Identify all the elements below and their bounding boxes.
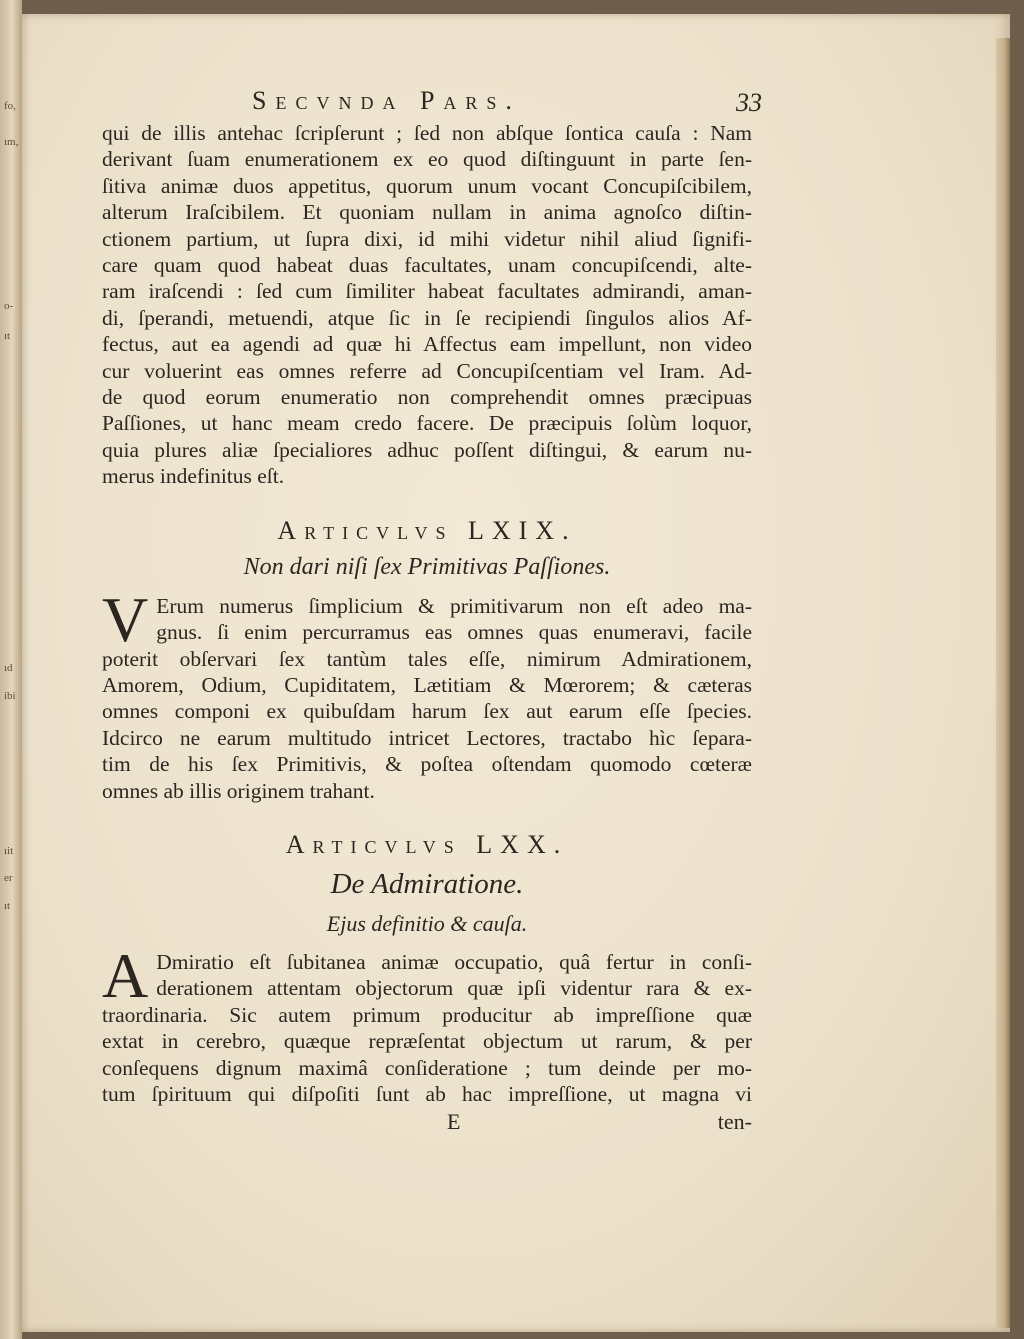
- article-69-subtitle: Non dari niſi ſex Primitivas Paſſiones.: [243, 553, 611, 580]
- running-head: [102, 86, 762, 120]
- book-page: [22, 14, 1010, 1332]
- article-70-subsubtitle: Ejus definitio & cauſa.: [326, 910, 528, 936]
- text-line: di, ſperandi, metuendi, atque ſic in ſe recipiendi ſingulos alios Af-: [102, 305, 752, 330]
- text-line: omnes componi ex quibuſdam harum ſex aut earum eſſe ſpecies.: [102, 699, 752, 724]
- text-line: Amorem, Odium, Cupiditatem, Lætitiam & Mœrorem; & cæteras: [102, 672, 752, 697]
- text-line: cur voluerint eas omnes referre ad Concupiſcentiam vel Iram. Ad-: [102, 358, 752, 383]
- page-number: 33: [736, 88, 762, 117]
- text-line: quia plures aliæ ſpecialiores adhuc poſſent diſtingui, & earum nu-: [102, 437, 752, 462]
- text-line: tim de his ſex Primitivis, & poſtea oſtendam quomodo cœteræ: [102, 752, 752, 777]
- prev-page-fragment: ıt: [4, 330, 11, 342]
- text-line: care quam quod habeat duas facultates, unam concupiſcendi, alte-: [102, 253, 752, 278]
- text-line: Idcirco ne earum multitudo intricet Lectores, tractabo hìc ſepara-: [102, 725, 752, 750]
- page-block-edge: [996, 38, 1010, 1328]
- prev-page-fragment: ıt: [4, 900, 11, 912]
- text-line: ctionem partium, ut ſupra dixi, id mihi videtur nihil aliud ſignifi-: [102, 226, 752, 251]
- running-title: Secvnda Pars.: [252, 86, 521, 115]
- text-line: extat in cerebro, quæque repræſentat objectum ut rarum, & per: [102, 1029, 752, 1054]
- prev-page-fragment: ibi: [4, 690, 16, 702]
- article-69-paragraph: [102, 583, 752, 804]
- article-70-paragraph: [102, 939, 752, 1107]
- page-footer: [102, 1109, 752, 1139]
- page-text-block: [102, 86, 762, 1139]
- text-line: ram iraſcendi : ſed cum ſimiliter habeat facultates admirandi, aman-: [102, 279, 752, 304]
- text-line: tum ſpirituum qui diſpoſiti ſunt ab hac impreſſione, ut magna vi: [102, 1081, 752, 1106]
- dropcap-letter: V: [102, 583, 149, 655]
- text-line: derationem attentam objectorum quæ ipſi videntur rara & ex-: [156, 976, 752, 1001]
- prev-page-fragment: ıd: [4, 662, 13, 674]
- text-line: alterum Iraſcibilem. Et quoniam nullam in anima agnoſco diſtin-: [102, 200, 752, 225]
- catchword: ten-: [717, 1109, 752, 1135]
- text-line: omnes ab illis originem trahant.: [102, 778, 375, 803]
- opening-paragraph: [102, 120, 752, 490]
- prev-page-fragment: er: [4, 872, 13, 884]
- text-line: Paſſiones, ut hanc meam credo facere. De præcipuis ſolùm loquor,: [102, 411, 752, 436]
- prev-page-fragment: ıit: [4, 845, 14, 857]
- text-line: Dmiratio eſt ſubitanea animæ occupatio, quâ fertur in conſi-: [156, 949, 752, 974]
- text-line: fectus, aut ea agendi ad quæ hi Affectus eam impellunt, non video: [102, 332, 752, 357]
- signature-mark: E: [447, 1109, 461, 1135]
- prev-page-fragment: fo,: [4, 100, 16, 112]
- previous-page-edge: [0, 0, 22, 1339]
- article-70-heading: Articvlvs LXX.: [285, 829, 569, 859]
- article-69-heading: Articvlvs LXIX.: [277, 515, 577, 545]
- text-line: conſequens dignum maximâ conſideratione ; tum deinde per mo-: [102, 1055, 752, 1080]
- text-line: poterit obſervari ſex tantùm tales eſſe, nimirum Admirationem,: [102, 646, 752, 671]
- article-70-subtitle: De Admiratione.: [330, 867, 524, 900]
- prev-page-fragment: ım,: [4, 136, 19, 148]
- text-line: derivant ſuam enumerationem ex eo quod diſtinguunt in parte ſen-: [102, 147, 752, 172]
- text-line: qui de illis antehac ſcripſerunt ; ſed non abſque ſontica cauſa : Nam: [102, 121, 752, 145]
- prev-page-fragment: o-: [4, 300, 14, 312]
- text-line: de quod eorum enumeratio non comprehendit omnes præcipuas: [102, 385, 752, 410]
- text-line: ſitiva animæ duos appetitus, quorum unum vocant Concupiſcibilem,: [102, 173, 752, 198]
- text-line: Erum numerus ſimplicium & primitivarum non eſt adeo ma-: [156, 593, 752, 618]
- text-line: merus indefinitus eſt.: [102, 464, 285, 489]
- dropcap-letter: A: [102, 939, 149, 1011]
- text-line: traordinaria. Sic autem primum producitur ab impreſſione quæ: [102, 1002, 752, 1027]
- text-line: gnus. ſi enim percurramus eas omnes quas enumeravi, facile: [156, 620, 752, 645]
